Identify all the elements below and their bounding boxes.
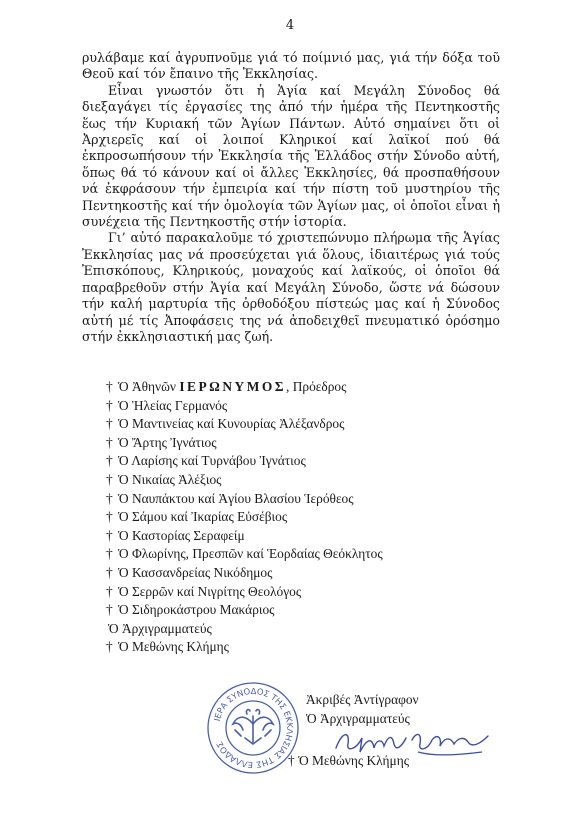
letter-body: [82, 50, 500, 345]
final-signer: [288, 753, 409, 769]
cross-icon: †: [106, 490, 113, 506]
seal-legend: ΙΕΡΑ ΣΥΝΟΔΟΣ ΤΗΣ ΕΚΚΛΗΣΙΑΣ ΤΗΣ ΕΛΛΑΔΟΣ: [211, 685, 296, 771]
page-number: 4: [285, 18, 295, 33]
signatory: † Ὁ Ναυπάκτου καί Ἁγίου Βλασίου Ἱερόθεος: [106, 490, 383, 509]
cross-icon: †: [106, 434, 113, 450]
cross-icon: †: [106, 564, 113, 580]
signatory: † Ὁ Σιδηροκάστρου Μακάριος: [106, 601, 383, 620]
signatory: † Ὁ Ἠλείας Γερμανός: [106, 397, 383, 416]
cross-icon: †: [106, 471, 113, 487]
cross-icon: †: [106, 416, 113, 432]
signatory-chief-secretary: Ὁ Ἀρχιγραμματεύς: [108, 620, 212, 636]
paragraph-2: Εἶναι γνωστόν ὅτι ἡ Ἁγία καί Μεγάλη Σύνοδος θά διεξαγάγει τίς ἐργασίες της ἀπό τήν ἡμέρα τῆς Πεντηκοστῆς ἕως τήν Κυριακή τῶν Ἁγίων Πάντων. Αὐτό σημαίνει ὅτι οἱ Ἀρχιερεῖς καί οἱ λοιποί Κληρικοί καί λαϊκοί πού θά ἐκπροσωπήσουν τήν Ἐκκλησία τῆς Ἑλλάδος στήν Σύνοδο αὐτή, ὅπως θά τό κάνουν καί οἱ ἄλλες Ἐκκλησίες, θά προσπαθήσουν νά ἐκφράσουν τήν ἐμπειρία καί τήν πίστη τοῦ μυστηρίου τῆς Πεντηκοστῆς καί τήν ὁμολογία τῶν Ἁγίων μας, οἱ ὁποῖοι εἶναι ἡ συνέχεια τῆς Πεντηκοστῆς στήν ἱστορία.: [82, 82, 500, 230]
cross-icon: †: [106, 397, 113, 413]
synod-seal-icon: [205, 680, 301, 776]
cross-icon: †: [106, 583, 113, 599]
signatory: † Ὁ Σάμου καί Ἰκαρίας Εὐσέβιος: [106, 508, 383, 527]
signatory-last: † Ὁ Μεθώνης Κλήμης: [106, 638, 383, 657]
signatory: † Ὁ Καστορίας Σεραφείμ: [106, 527, 383, 546]
signatory-president-name: ΙΕΡΩΝΥΜΟΣ: [179, 379, 287, 394]
signatory-prefix: Ὁ Ἀθηνῶν: [118, 379, 180, 394]
cross-icon: †: [288, 753, 295, 768]
double-headed-eagle-icon: [233, 710, 273, 744]
cross-icon: †: [106, 509, 113, 525]
certification-secretary: Ὁ Ἀρχιγραμματεύς: [306, 711, 410, 726]
certification-true-copy: Ἀκριβές Ἀντίγραφον: [306, 692, 419, 707]
signatory-president-title: , Πρόεδρος: [286, 379, 347, 394]
final-signer-name: Ὁ Μεθώνης Κλήμης: [298, 753, 409, 768]
paragraph-1: ρυλάβαμε καί ἀγρυπνοῦμε γιά τό ποίμνιό μας, γιά τήν δόξα τοῦ Θεοῦ καί τόν ἔπαινο τῆς Ἐκκλησίας.: [82, 50, 500, 82]
cross-icon: †: [106, 602, 113, 618]
signatory: † Ὁ Ἄρτης Ἰγνάτιος: [106, 434, 383, 453]
cross-icon: †: [106, 379, 113, 394]
signatory: † Ὁ Νικαίας Ἀλέξιος: [106, 471, 383, 490]
cross-icon: †: [106, 639, 113, 655]
signatory: † Ὁ Λαρίσης καί Τυρνάβου Ἰγνάτιος: [106, 452, 383, 471]
signatory: † Ὁ Φλωρίνης, Πρεσπῶν καί Ἑορδαίας Θεόκλητος: [106, 545, 383, 564]
signatory: † Ὁ Σερρῶν καί Νιγρίτης Θεολόγος: [106, 583, 383, 602]
signatory: † Ὁ Κασσανδρείας Νικόδημος: [106, 564, 383, 583]
signatory: † Ὁ Μαντινείας καί Κυνουρίας Ἀλέξανδρος: [106, 415, 383, 434]
signatory-president: [106, 378, 383, 397]
cross-icon: †: [106, 527, 113, 543]
cross-icon: †: [106, 453, 113, 469]
paragraph-3: Γι’ αὐτό παρακαλοῦμε τό χριστεπώνυμο πλήρωμα τῆς Ἁγίας Ἐκκλησίας μας νά προσεύχεται γιά ὅλους, ἰδιαιτέρως γιά τούς Ἐπισκόπους, Κληρικούς, μοναχούς καί λαϊκούς, οἱ ὁποῖοι θά παραβρεθοῦν στήν Ἁγία καί Μεγάλη Σύνοδο, ὥστε νά δώσουν τήν καλή μαρτυρία τῆς ὀρθοδόξου πίστεώς μας καί ἡ Σύνοδος αὐτή μέ τίς Ἀποφάσεις της νά ἀποδειχθεῖ πνευματικό ὁρόσημο στήν ἐκκλησιαστική μας ζωή.: [82, 230, 500, 344]
cross-icon: †: [106, 546, 113, 562]
signatories-list: [106, 378, 383, 657]
